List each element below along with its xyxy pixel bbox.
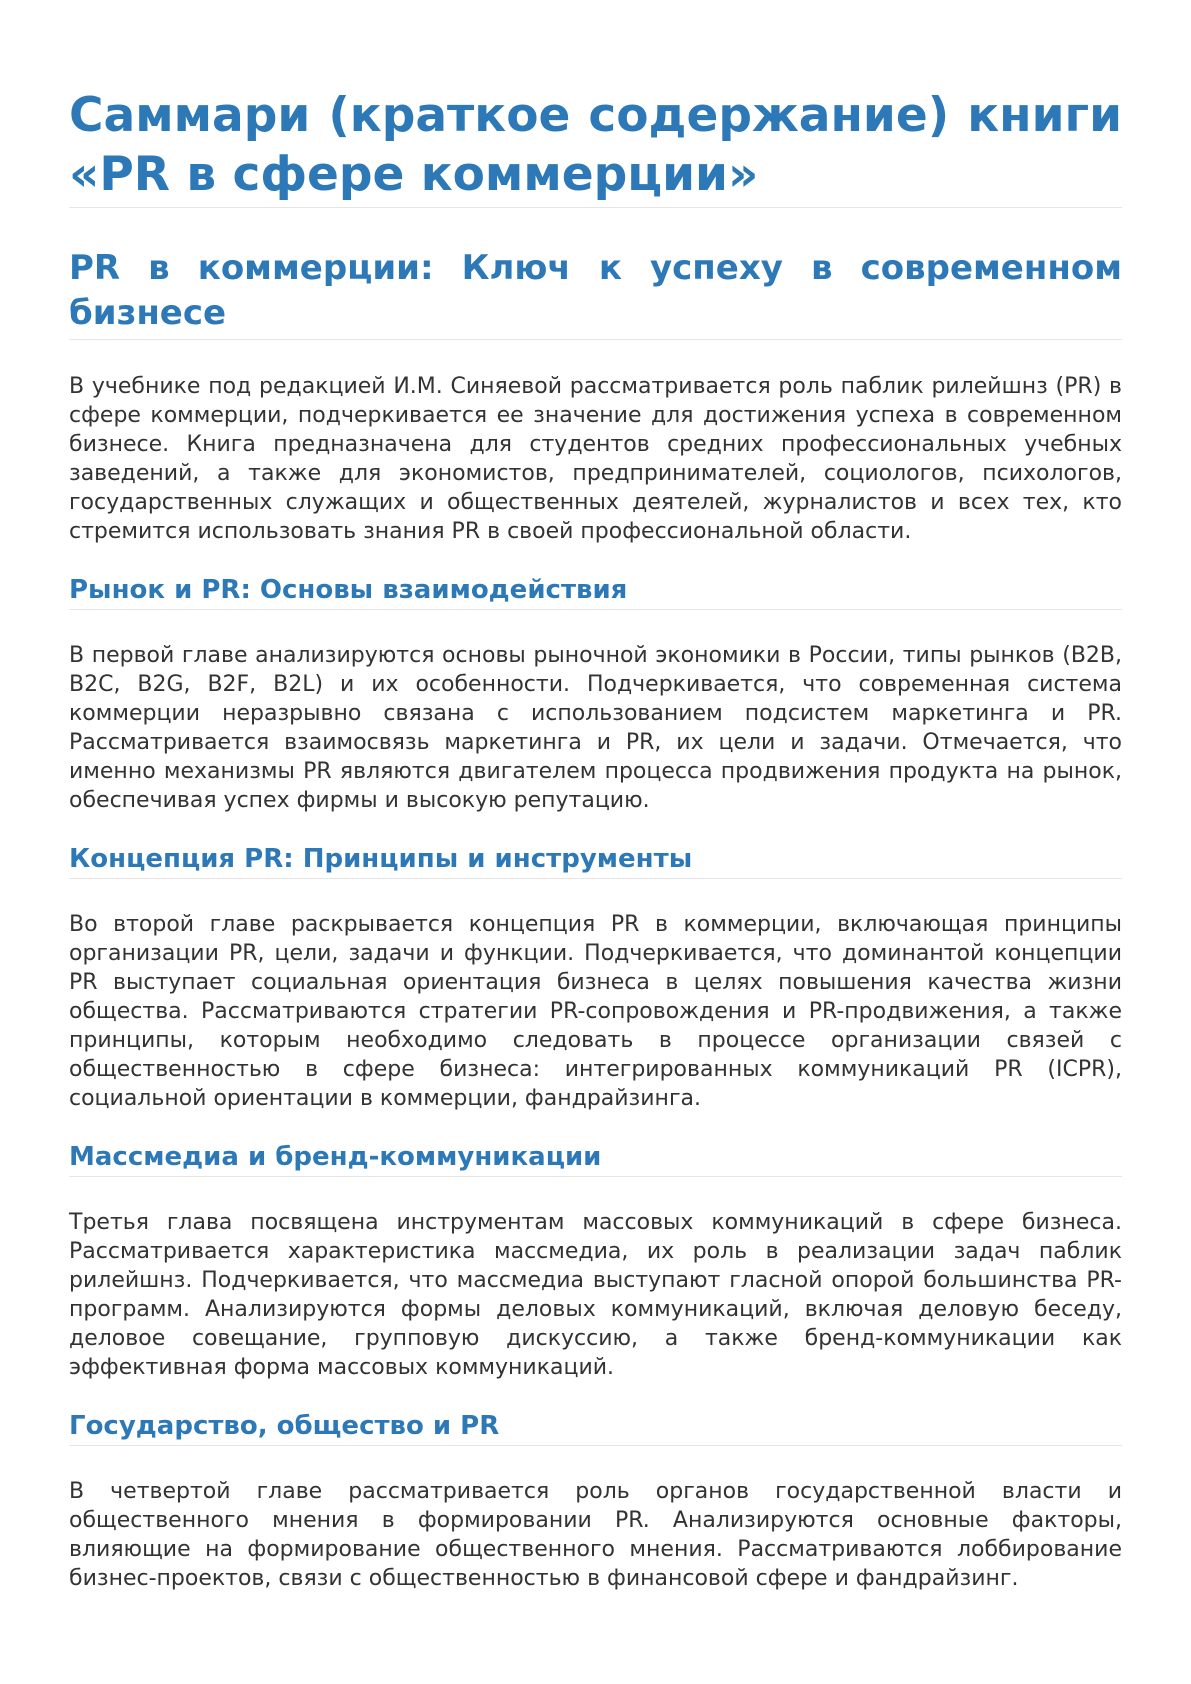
document-page xyxy=(69,86,1122,1593)
section-paragraph: Во второй главе раскрывается концепция PR в коммерции, включающая принципы организации PR, цели, задачи и функции. Подчеркивается, что доминантой концепции PR выступает социальная ориентация бизнеса в целях повышения качества жизни общества. Рассматриваются стратегии PR-сопровождения и PR-продвижения, а также принципы, которым необходимо следовать в процессе организации связей с общественностью в сфере бизнеса: интегрированных коммуникаций PR (ICPR), социальной ориентации в коммерции, фандрайзинга. xyxy=(69,912,1122,1111)
section-state-society xyxy=(69,1409,1122,1593)
section-heading: Массмедиа и бренд-коммуникации xyxy=(69,1140,1122,1177)
document-title: Саммари (краткое содержание) книги «PR в сфере коммерции» xyxy=(69,86,1122,208)
section-market xyxy=(69,573,1122,815)
section-heading: Рынок и PR: Основы взаимодействия xyxy=(69,573,1122,610)
section-heading: Концепция PR: Принципы и инструменты xyxy=(69,842,1122,879)
intro-paragraph: В учебнике под редакцией И.М. Синяевой рассматривается роль паблик рилейшнз (PR) в сфере коммерции, подчеркивается ее значение для достижения успеха в современном бизнесе. Книга предназначена для студентов средних профессиональных учебных заведений, а также для экономистов, предпринимателей, социологов, психологов, государственных служащих и общественных деятелей, журналистов и всех тех, кто стремится использовать знания PR в своей профессиональной области. xyxy=(69,374,1122,544)
section-massmedia xyxy=(69,1140,1122,1382)
section-paragraph: Третья глава посвящена инструментам массовых коммуникаций в сфере бизнеса. Рассматривается характеристика массмедиа, их роль в реализации задач паблик рилейшнз. Подчеркивается, что массмедиа выступают гласной опорой большинства PR-программ. Анализируются формы деловых коммуникаций, включая деловую беседу, деловое совещание, групповую дискуссию, а также бренд-коммуникации как эффективная форма массовых коммуникаций. xyxy=(69,1210,1122,1380)
intro-heading: PR в коммерции: Ключ к успеху в современном бизнесе xyxy=(69,246,1122,340)
section-heading: Государство, общество и PR xyxy=(69,1409,1122,1446)
section-concept xyxy=(69,842,1122,1113)
section-paragraph: В первой главе анализируются основы рыночной экономики в России, типы рынков (B2B, B2C, B2G, B2F, B2L) и их особенности. Подчеркивается, что современная система коммерции неразрывно связана с использованием подсистем маркетинга и PR. Рассматривается взаимосвязь маркетинга и PR, их цели и задачи. Отмечается, что именно механизмы PR являются двигателем процесса продвижения продукта на рынок, обеспечивая успех фирмы и высокую репутацию. xyxy=(69,643,1122,813)
section-paragraph: В четвертой главе рассматривается роль органов государственной власти и общественного мнения в формировании PR. Анализируются основные факторы, влияющие на формирование общественного мнения. Рассматриваются лоббирование бизнес-проектов, связи с общественностью в финансовой сфере и фандрайзинг. xyxy=(69,1479,1122,1591)
